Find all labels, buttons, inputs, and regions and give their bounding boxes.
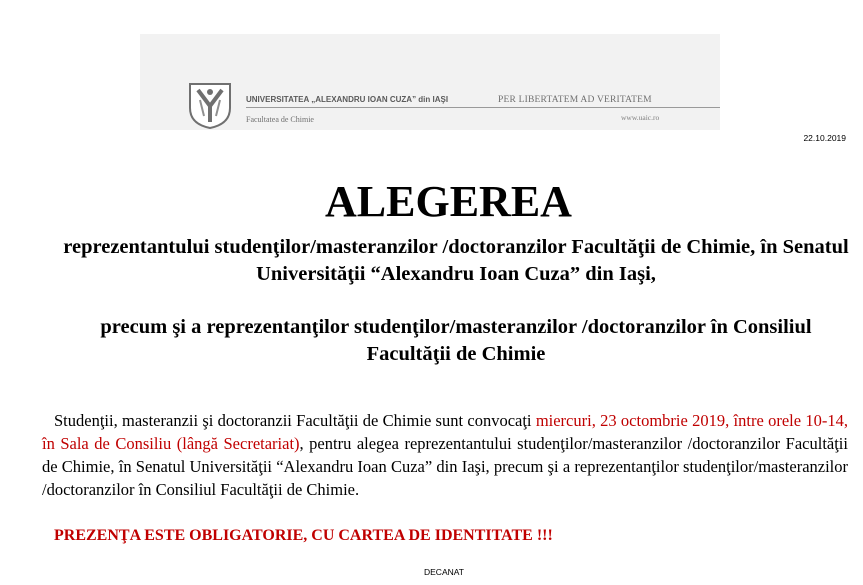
university-website: www.uaic.ro: [621, 113, 660, 122]
document-date: 22.10.2019: [803, 133, 846, 143]
university-motto: PER LIBERTATEM AD VERITATEM: [498, 95, 652, 105]
faculty-name: Facultatea de Chimie: [246, 115, 314, 124]
event-details: miercuri, 23 octombrie 2019, între orele 10-14, în Sala de Consiliu (lângă Secretariat): [42, 411, 848, 453]
mandatory-notice: PREZENŢA ESTE OBLIGATORIE, CU CARTEA DE IDENTITATE !!!: [54, 527, 553, 544]
university-name: UNIVERSITATEA „ALEXANDRU IOAN CUZA” din IAŞI: [246, 95, 449, 104]
page-title: ALEGEREA: [325, 177, 572, 226]
subtitle-senate: reprezentantului studenţilor/masteranzilor /doctoranzilor Facultăţii de Chimie, în Senatul Universităţii “Alexandru Ioan Cuza” din Iaşi,: [63, 236, 849, 285]
body-purpose: , pentru alegea reprezentantului studenţilor/masteranzilor /doctoranzilor Facultăţii de Chimie, în Senatul Universităţii “Alexandru Ioan Cuza” din Iaşi, precum şi a reprezentanţilor studenţilor/masteranzilor /doctoranzilor în Consiliul Facultăţii de Chimie.: [42, 434, 848, 499]
announcement-body: [42, 409, 848, 501]
signature: DECANAT: [424, 567, 464, 577]
subtitle-council: precum şi a reprezentanţilor studenţilor/masteranzilor /doctoranzilor în Consiliul Facultăţii de Chimie: [100, 316, 812, 365]
letterhead-rule: [246, 107, 720, 108]
body-intro: Studenţii, masteranzii şi doctoranzii Facultăţii de Chimie sunt convocaţi: [54, 411, 536, 430]
university-crest-icon: [186, 80, 234, 130]
